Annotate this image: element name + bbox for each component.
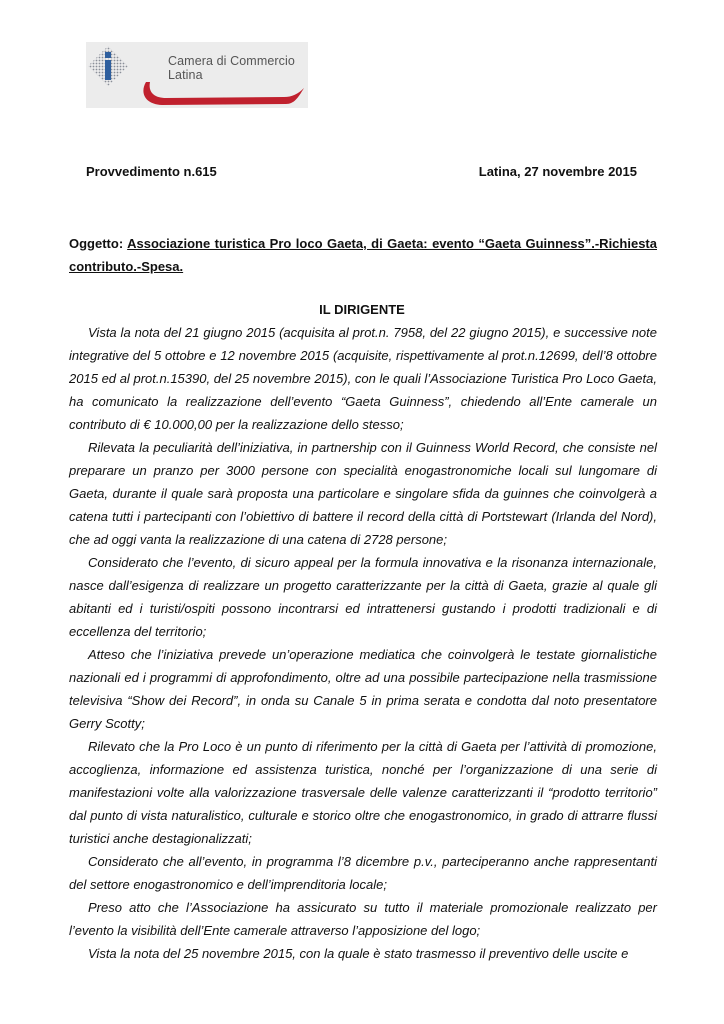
paragraph-4: Atteso che l’iniziativa prevede un’operazione mediatica che coinvolgerà le testate giornalistiche nazionali ed i programmi di approfondimento, oltre ad una possibile partecipazione nella trasmissione televisiva “Show dei Record”, in onda su Canale 5 in prima serata e condotta dal noto presentatore Gerry Scotty; xyxy=(69,647,657,731)
paragraph-8: Vista la nota del 25 novembre 2015, con la quale è stato trasmesso il preventivo delle uscite e xyxy=(88,946,629,961)
paragraph-2: Rilevata la peculiarità dell’iniziativa, in partnership con il Guinness World Record, che consiste nel preparare un pranzo per 3000 persone con specialità enogastronomiche locali sul lungomare di Gaeta, durante il quale sarà proposta una particolare e singolare sfida da guinnes che coinvolgerà a catena tutti i partecipanti con l’obiettivo di battere il record della città di Portstewart (Irlanda del Nord), che ad oggi vanta la realizzazione di una catena di 2728 persone; xyxy=(69,440,657,547)
document-body xyxy=(69,321,657,965)
section-heading: IL DIRIGENTE xyxy=(319,302,405,317)
place-date: Latina, 27 novembre 2015 xyxy=(478,164,637,179)
paragraph-1: Vista la nota del 21 giugno 2015 (acquisita al prot.n. 7958, del 22 giugno 2015), e successive note integrative del 5 ottobre e 12 novembre 2015 (acquisite, rispettivamente al prot.n.12699, dell’8 ottobre 2015 ed al prot.n.15390, del 25 novembre 2015), con le quali l’Associazione Turistica Pro Loco Gaeta, ha comunicato la realizzazione dell’evento “Gaeta Guinness”, chiedendo all’Ente camerale un contributo di € 10.000,00 per la realizzazione dello stesso; xyxy=(69,325,657,432)
subject-block xyxy=(69,232,657,278)
paragraph-5: Rilevato che la Pro Loco è un punto di riferimento per la città di Gaeta per l’attività di promozione, accoglienza, informazione ed assistenza turistica, nonché per l’organizzazione di una serie di manifestazioni volte alla valorizzazione trasversale delle valenze caratterizzanti il “prodotto territorio” dal punto di vista naturalistico, culturale e storico oltre che enogastronomico, in grado di attrarre flussi turistici anche destagionalizzati; xyxy=(69,739,657,846)
chamber-logo xyxy=(86,42,308,112)
paragraph-6: Considerato che all’evento, in programma l’8 dicembre p.v., parteciperanno anche rappresentanti del settore enogastronomico e dell’imprenditoria locale; xyxy=(69,854,657,892)
subject-text: Associazione turistica Pro loco Gaeta, di Gaeta: evento “Gaeta Guinness”.-Richiesta contributo.-Spesa. xyxy=(69,236,657,274)
chamber-emblem-icon xyxy=(86,44,130,90)
paragraph-3: Considerato che l’evento, di sicuro appeal per la formula innovativa e la risonanza internazionale, nasce dall’esigenza di realizzare un progetto caratterizzante per la città di Gaeta, grazie al quale gli abitanti ed i turisti/ospiti possono incontrarsi ed intrattenersi gustando i prodotti tradizionali e di eccellenza del territorio; xyxy=(69,555,657,639)
logo-line-2: Latina xyxy=(168,68,203,82)
logo-line-1: Camera di Commercio xyxy=(168,54,295,68)
logo-swoosh-icon xyxy=(138,78,308,110)
subject-label: Oggetto: xyxy=(69,236,124,251)
paragraph-7: Preso atto che l’Associazione ha assicurato su tutto il materiale promozionale realizzato per l’evento la visibilità dell’Ente camerale attraverso l’apposizione del logo; xyxy=(69,900,657,938)
provvedimento-number: Provvedimento n.615 xyxy=(86,164,217,179)
